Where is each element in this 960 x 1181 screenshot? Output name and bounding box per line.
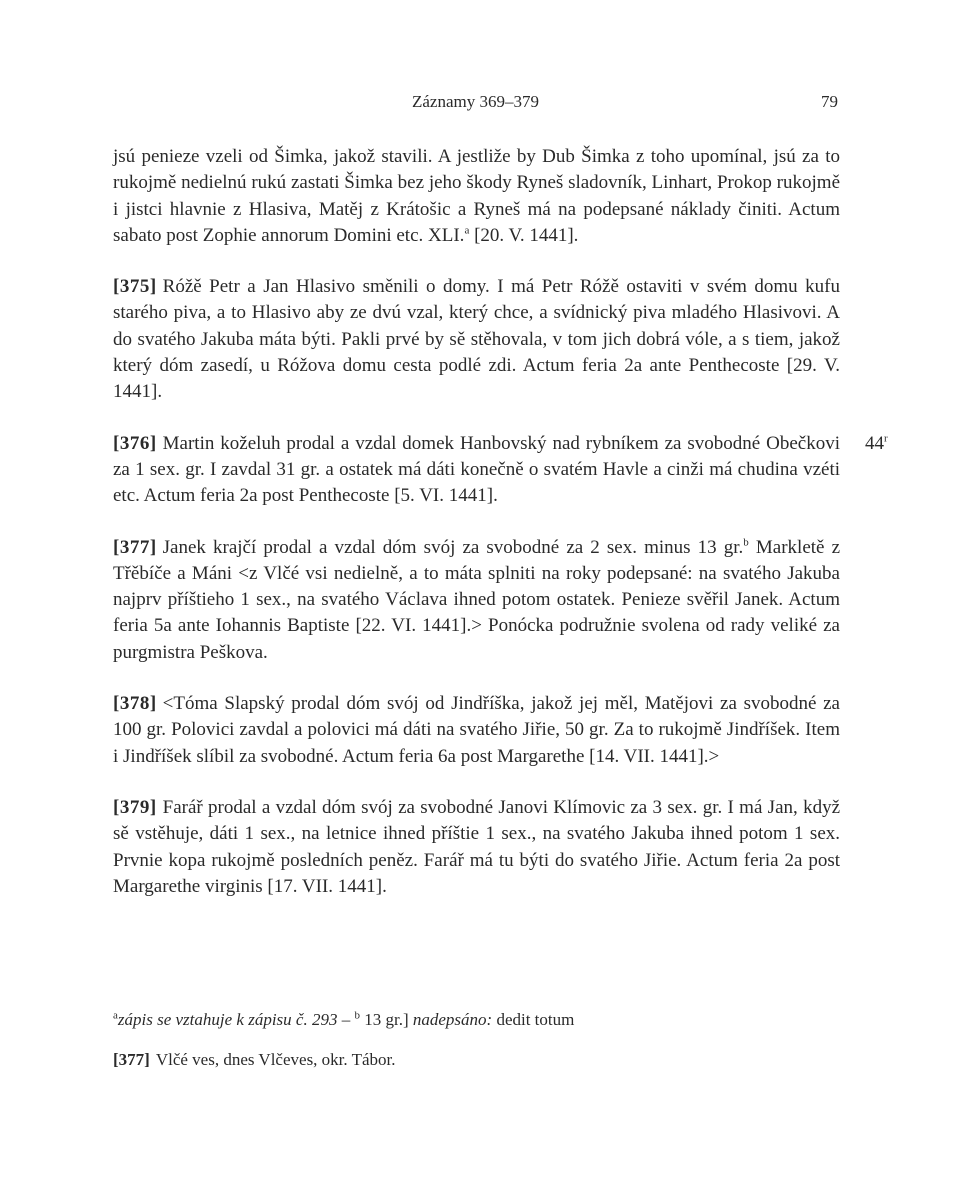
entry-379 (113, 795, 840, 900)
footnote-mark-b: b (354, 1009, 360, 1022)
entry-number: [376] (113, 432, 157, 454)
footnote-mark-a: a (113, 1009, 118, 1022)
footnote-b-text: dedit totum (492, 1010, 575, 1029)
entry-text-continued: Markletě z Třěbíče a Máni <z Vlčé vsi nedielně, a to máta splniti na roky podepsané: na svatého Jakuba najprv příštieho 1 sex., na svatého Václava ihned potom ostatek. Penieze svěřil Janek. Actum feria 5a ante Iohannis Baptiste [22. VI. 1441].> Ponócka podružnie svolena od rady veliké za purgmistra Peškova. (113, 536, 840, 663)
entry-text: Janek krajčí prodal a vzdal dóm svój za svobodné za 2 sex. minus 13 gr. (162, 536, 744, 558)
footnote-mark-b: b (743, 536, 749, 549)
entry-375 (113, 274, 840, 405)
folio-margin-note (865, 431, 888, 457)
body-text (113, 144, 888, 900)
running-head (113, 92, 838, 114)
folio-side: r (884, 432, 888, 445)
entry-number: [379] (113, 796, 157, 818)
running-title: Záznamy 369–379 (412, 92, 539, 111)
entry-text: Róžě Petr a Jan Hlasivo směnili o domy. I má Petr Róžě ostaviti v svém domu kufu starého piva, a to Hlasivo aby ze dvú vzal, který chce, a svídnický piva mladého Hlasivovi. A do svatého Jakuba máta býti. Pakli prvé by sě stěhovala, v tom jich dobrá vóle, a s tiem, jakož který dóm zasedí, u Róžova domu cesta podlé zdi. Actum feria 2a ante Penthecoste [29. V. 1441]. (113, 276, 840, 403)
footnote-mark-a: a (464, 224, 470, 237)
note-text: Vlčé ves, dnes Vlčeves, okr. Tábor. (155, 1050, 396, 1069)
entry-number: [378] (113, 693, 157, 715)
entry-376 (113, 431, 888, 510)
entry-number: [377] (113, 536, 157, 558)
footnote-b-ref: 13 gr.] (359, 1010, 409, 1029)
entry-number: [375] (113, 276, 157, 298)
page-number: 79 (821, 92, 838, 111)
entry-text: Martin koželuh prodal a vzdal domek Hanbovský nad rybníkem za svobodné Obečkovi za 1 sex. gr. I zavdal 31 gr. a ostatek má dáti konečně o svatém Havle a cinži má chudina vzéti etc. Actum feria 2a post Penthecoste [5. VI. 1441]. (113, 432, 840, 507)
explanatory-note (113, 1048, 840, 1072)
entry-377 (113, 535, 840, 666)
continuation-paragraph (113, 144, 840, 249)
footnote-b-label: nadepsáno: (412, 1010, 493, 1029)
entry-text: <Tóma Slapský prodal dóm svój od Jindříška, jakož jej měl, Matějovi za svobodné za 100 gr. Polovici zavdal a polovici má dáti na svatého Jiřie, 50 gr. Za to rukojmě Jindříšek. Item i Jindříšek slíbil za svobodné. Actum feria 6a post Margarethe [14. VII. 1441].> (113, 693, 840, 767)
continuation-text: jsú penieze vzeli od Šimka, jakož stavili. A jestliže by Dub Šimka z toho upomínal, jsú za to rukojmě nedielnú rukú zastati Šimka bez jeho škody Ryneš sladovník, Linhart, Prokop rukojmě i jistci hlavnie z Hlasiva, Matěj z Krátošic a Ryneš má na podepsané náklady činiti. Actum sabato post Zophie annorum Domini etc. XLI. (113, 146, 840, 246)
continuation-date: [20. V. 1441]. (469, 224, 579, 246)
note-number: [377] (113, 1050, 150, 1069)
footnote-a-text: zápis se vztahuje k zápisu č. 293 – (117, 1010, 351, 1029)
entry-text: Farář prodal a vzdal dóm svój za svobodné Janovi Klímovic za 3 sex. gr. I má Jan, když sě vstěhuje, dáti 1 sex., na letnice ihned příštie 1 sex., na svatého Jakuba ihned potom 1 sex. Prvnie kopa rukojmě posledních peněz. Farář má tu býti do svatého Jiřie. Actum feria 2a post Margarethe virginis [17. VII. 1441]. (113, 796, 840, 897)
footnotes (113, 1008, 840, 1072)
critical-apparatus (113, 1008, 840, 1032)
entry-378 (113, 691, 840, 770)
folio-number: 44 (865, 432, 884, 454)
